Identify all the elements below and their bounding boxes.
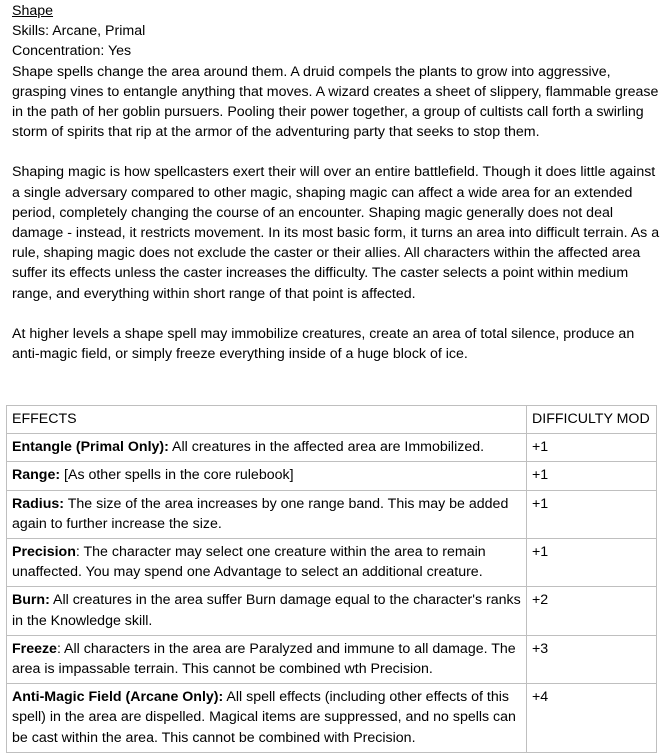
concentration-line: Concentration: Yes: [12, 43, 132, 60]
effect-cell: [7, 635, 527, 683]
table-row: [7, 587, 657, 635]
effect-cell: [7, 490, 527, 538]
effect-name: Precision: [12, 544, 76, 561]
effect-name: Entangle (Primal Only):: [12, 439, 169, 456]
header-effects: EFFECTS: [7, 406, 527, 434]
effect-description: : The character may select one creature within the area to remain unaffected. You may spend one Advantage to select an additional creature.: [12, 544, 486, 581]
table-row: [7, 490, 657, 538]
table-row: [7, 539, 657, 587]
effect-name: Anti-Magic Field (Arcane Only):: [12, 689, 224, 706]
rules-paragraph: Shaping magic is how spellcasters exert their will over an entire battlefield. Though it does little against a single adversary compared to other magic, shaping magic can affect a wide area for an extended period, completely changing the course of an encounter. Shaping magic generally does not deal damage - instead, it restricts movement. In its most basic form, it turns an area into difficult terrain. As a rule, shaping magic does not exclude the caster or their allies. All characters within the affected area suffer its effects unless the caster increases the difficulty. The caster selects a point within medium range, and everything within short range of that point is affected.: [12, 164, 660, 302]
effect-description: [As other spells in the core rulebook]: [60, 467, 294, 484]
effect-cell: [7, 539, 527, 587]
effect-cell: [7, 434, 527, 462]
effect-description: The size of the area increases by one range band. This may be added again to further increase the size.: [12, 495, 509, 532]
effect-cell: [7, 587, 527, 635]
difficulty-mod: +1: [527, 462, 657, 490]
difficulty-mod: +1: [527, 490, 657, 538]
difficulty-mod: +1: [527, 539, 657, 587]
difficulty-mod: +3: [527, 635, 657, 683]
effect-cell: [7, 684, 527, 753]
table-row: [7, 434, 657, 462]
effect-description: All creatures in the area suffer Burn damage equal to the character's ranks in the Knowledge skill.: [12, 592, 521, 629]
skills-line: Skills: Arcane, Primal: [12, 23, 146, 40]
difficulty-mod: +1: [527, 434, 657, 462]
effect-name: Range:: [12, 467, 61, 484]
effect-name: Freeze: [12, 640, 57, 657]
table-row: [7, 684, 657, 753]
higher-levels-paragraph: At higher levels a shape spell may immobilize creatures, create an area of total silence, produce an anti-magic field, or simply freeze everything inside of a huge block of ice.: [12, 325, 635, 363]
effects-table: [6, 405, 657, 753]
effect-name: Burn:: [12, 592, 50, 609]
intro-paragraph: Shape spells change the area around them. A druid compels the plants to grow into aggressive, grasping vines to entangle anything that moves. A wizard creates a sheet of slippery, flammable grease in the path of her goblin pursuers. Pooling their power together, a group of cultists call forth a swirling storm of spirits that rip at the armor of the adventuring party that seeks to stop them.: [12, 63, 659, 141]
effect-description: All spell effects (including other effects of this spell) in the area are dispelled. Magical items are suppressed, and no spells can be cast within the area. This cannot be combined with Precision.: [12, 689, 516, 746]
header-difficulty-mod: DIFFICULTY MOD: [527, 406, 657, 434]
effect-name: Radius:: [12, 495, 65, 512]
spell-heading: Shape: [12, 3, 54, 19]
effect-description: : All characters in the area are Paralyzed and immune to all damage. The area is impassable terrain. This cannot be combined wth Precision.: [12, 640, 516, 678]
effect-description: All creatures in the affected area are Immobilized.: [168, 439, 485, 456]
difficulty-mod: +4: [527, 684, 657, 753]
table-row: [7, 635, 657, 683]
table-header-row: [7, 406, 657, 434]
difficulty-mod: +2: [527, 587, 657, 635]
table-row: [7, 462, 657, 490]
effect-cell: [7, 462, 527, 490]
